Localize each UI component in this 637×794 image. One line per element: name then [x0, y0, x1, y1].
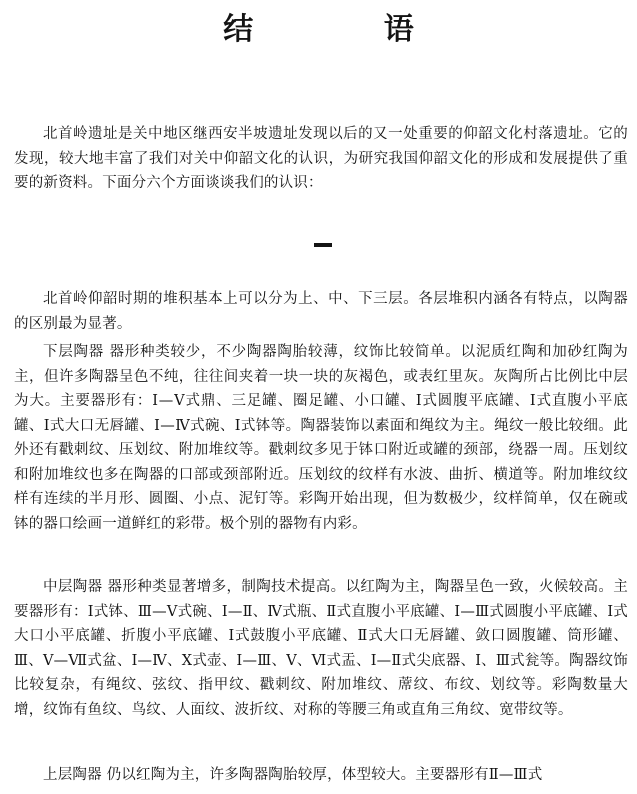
section-marker-one	[314, 243, 332, 247]
middle-layer-pottery-paragraph: 中层陶器 器形种类显著增多，制陶技术提高。以红陶为主，陶器呈色一致，火候较高。主要器形有：Ⅰ式钵、Ⅲ—Ⅴ式碗、Ⅰ—Ⅱ、Ⅳ式瓶、Ⅱ式直腹小平底罐、Ⅰ—Ⅲ式圆腹小平底罐、Ⅰ式大口小平底罐、折腹小平底罐、Ⅰ式鼓腹小平底罐、Ⅱ式大口无唇罐、敛口圆腹罐、筒形罐、Ⅲ、Ⅴ—Ⅶ式盆、Ⅰ—Ⅳ、Ⅹ式壶、Ⅰ—Ⅲ、Ⅴ、Ⅵ式盂、Ⅰ—Ⅱ式尖底器、Ⅰ、Ⅲ式瓮等。陶器纹饰比较复杂，有绳纹、弦纹、指甲纹、戳刺纹、附加堆纹、蓆纹、布纹、划纹等。彩陶数量大增，纹饰有鱼纹、鸟纹、人面纹、波折纹、对称的等腰三角或直角三角纹、宽带纹等。	[14, 579, 628, 718]
lower-layer-pottery-paragraph: 下层陶器 器形种类较少，不少陶器陶胎较薄，纹饰比较简单。以泥质红陶和加砂红陶为主，但许多陶器呈色不纯，往往间夹着一块一块的灰褐色，或表红里灰。灰陶所占比例比中层为大。主要器形有：Ⅰ—Ⅴ式鼎、三足罐、圈足罐、小口罐、Ⅰ式圆腹平底罐、Ⅰ式直腹小平底罐、Ⅰ式大口无唇罐、Ⅰ—Ⅳ式碗、Ⅰ式钵等。陶器装饰以素面和绳纹为主。绳纹一般比较细。此外还有戳刺纹、压划纹、附加堆纹等。戳刺纹多见于钵口附近或罐的颈部，绕器一周。压划纹和附加堆纹也多在陶器的口部或颈部附近。压划纹的纹样有水波、曲折、横道等。附加堆纹纹样有连续的半月形、圆圈、小点、泥钉等。彩陶开始出现，但为数极少，纹样简单，仅在碗或钵的器口绘画一道鲜红的彩带。极个别的器物有内彩。	[14, 344, 628, 532]
intro-paragraph: 北首岭遗址是关中地区继西安半坡遗址发现以后的又一处重要的仰韶文化村落遗址。它的发现，较大地丰富了我们对关中仰韶文化的认识，为研究我国仰韶文化的形成和发展提供了重要的新资料。下面分六个方面谈谈我们的认识：	[14, 126, 628, 191]
section1-intro-paragraph: 北首岭仰韶时期的堆积基本上可以分为上、中、下三层。各层堆积内涵各有特点，以陶器的区别最为显著。	[14, 291, 628, 332]
page-title: 结 语	[223, 12, 474, 47]
upper-layer-pottery-paragraph: 上层陶器 仍以红陶为主，许多陶器陶胎较厚，体型较大。主要器形有Ⅱ—Ⅲ式	[43, 767, 543, 783]
